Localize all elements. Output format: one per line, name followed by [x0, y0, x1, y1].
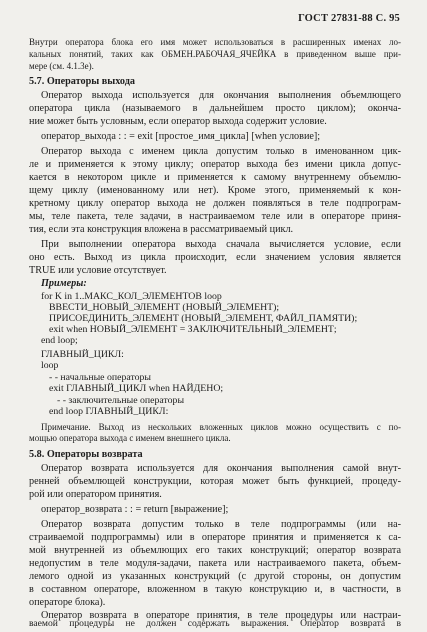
- section-title: 5.7. Операторы выхода: [29, 76, 135, 87]
- body-line: Оператор возврата используется для окончания выполнения самой внут-: [41, 463, 401, 474]
- code-line: exit when НОВЫЙ_ЭЛЕМЕНТ = ЗАКЛЮЧИТЕЛЬНЫЙ_ЭЛЕМЕНТ;: [49, 324, 337, 335]
- syntax-rule: оператор_выхода : : = exit [простое_имя_цикла] [when условие];: [41, 131, 321, 142]
- body-line: ние может быть условным, если оператор выхода содержит условие.: [29, 116, 327, 127]
- body-line: Оператор выхода используется для окончания выполнения объемлющего: [41, 90, 401, 101]
- body-line: лемого одной из указанных конструкций (с другой стороны, он допустим: [29, 571, 401, 582]
- body-line: кается в некотором цикле и применяется к самому внутреннему объемлю-: [29, 172, 401, 183]
- body-line: мой внутренней из объемлющих его таких конструкций; оператор возврата: [29, 545, 401, 556]
- code-line: exit ГЛАВНЫЙ_ЦИКЛ when НАЙДЕНО;: [49, 383, 224, 394]
- body-line: тия, если эта конструкция вложена в рассматриваемый цикл.: [29, 224, 294, 235]
- body-line: рой или оператором принятия.: [29, 489, 162, 500]
- code-line: loop: [41, 360, 59, 371]
- code-line: end loop ГЛАВНЫЙ_ЦИКЛ:: [49, 406, 169, 417]
- body-line: TRUE или условие отсутствует.: [29, 265, 167, 276]
- body-line: ренней объемлющей конструкции, которая может быть функцией, процеду-: [29, 476, 401, 487]
- body-line: в составном операторе, вложенном в такую конструкцию и, в частности, в: [29, 584, 401, 595]
- note-line: Примечание. Выход из нескольких вложенных циклов можно осуществить с по-: [41, 422, 401, 432]
- section-title: 5.8. Операторы возврата: [29, 449, 143, 460]
- body-line: ваемой процедуры не должен содержать выражения. Оператор возврата в: [29, 618, 401, 629]
- body-line: щему циклу (именованному или нет). Кроме этого, применяемый к кон-: [29, 185, 401, 196]
- code-line: ГЛАВНЫЙ_ЦИКЛ:: [41, 349, 124, 360]
- code-line: for K in 1..МАКС_КОЛ_ЭЛЕМЕНТОВ loop: [41, 291, 222, 302]
- examples-label: Примеры:: [41, 278, 87, 289]
- body-line: Оператор выхода с именем цикла допустим только в именованном цик-: [41, 146, 401, 157]
- intro-line: кальных понятий, таких как ОБМЕН.РАБОЧАЯ_ЯЧЕЙКА в приведенном выше при-: [29, 49, 401, 59]
- page-header: ГОСТ 27831-88 С. 95: [298, 13, 400, 24]
- body-line: кретному циклу оператор выхода не должен появляться в теле подпрограм-: [29, 198, 401, 209]
- body-line: оно есть. Выход из цикла происходит, если значением условия является: [29, 252, 401, 263]
- code-comment: - - начальные операторы: [49, 372, 151, 383]
- body-line: Оператор возврата допустим только в теле подпрограммы (или на-: [41, 519, 401, 530]
- note-line: мощью оператора выхода с именем внешнего цикла.: [29, 433, 231, 443]
- intro-line: мере (см. 4.1.3е).: [29, 61, 94, 71]
- body-line: недопустим в теле модуля-задачи, пакета или настраиваемого пакета, объем-: [29, 558, 401, 569]
- body-line: ле и применяется к этому циклу; оператор выхода без имени цикла допус-: [29, 159, 401, 170]
- body-line: мы, теле пакета, теле задачи, в настраиваемом теле или в операторе приня-: [29, 211, 401, 222]
- body-line: страиваемой подпрограммы) или в операторе принятия и применяется к са-: [29, 532, 401, 543]
- code-comment: - - заключительные операторы: [57, 395, 185, 406]
- body-line: При выполнении оператора выхода сначала вычисляется условие, если: [41, 239, 401, 250]
- code-line: ВВЕСТИ_НОВЫЙ_ЭЛЕМЕНТ (НОВЫЙ_ЭЛЕМЕНТ);: [49, 302, 280, 313]
- code-line: ПРИСОЕДИНИТЬ_ЭЛЕМЕНТ (НОВЫЙ_ЭЛЕМЕНТ, ФАЙЛ_ПАМЯТИ);: [49, 313, 358, 324]
- body-line: Оператор возврата в операторе принятия, в теле процедуры или настраи-: [41, 610, 401, 621]
- intro-line: Внутри оператора блока его имя может использоваться в расширенных именах ло-: [29, 37, 401, 47]
- syntax-rule: оператор_возврата : : = return [выражение];: [41, 504, 229, 515]
- body-line: операторе блока).: [29, 597, 106, 608]
- body-line: оператора цикла (называемого в дальнейшем просто циклом); оконча-: [29, 103, 401, 114]
- code-line: end loop;: [41, 335, 78, 346]
